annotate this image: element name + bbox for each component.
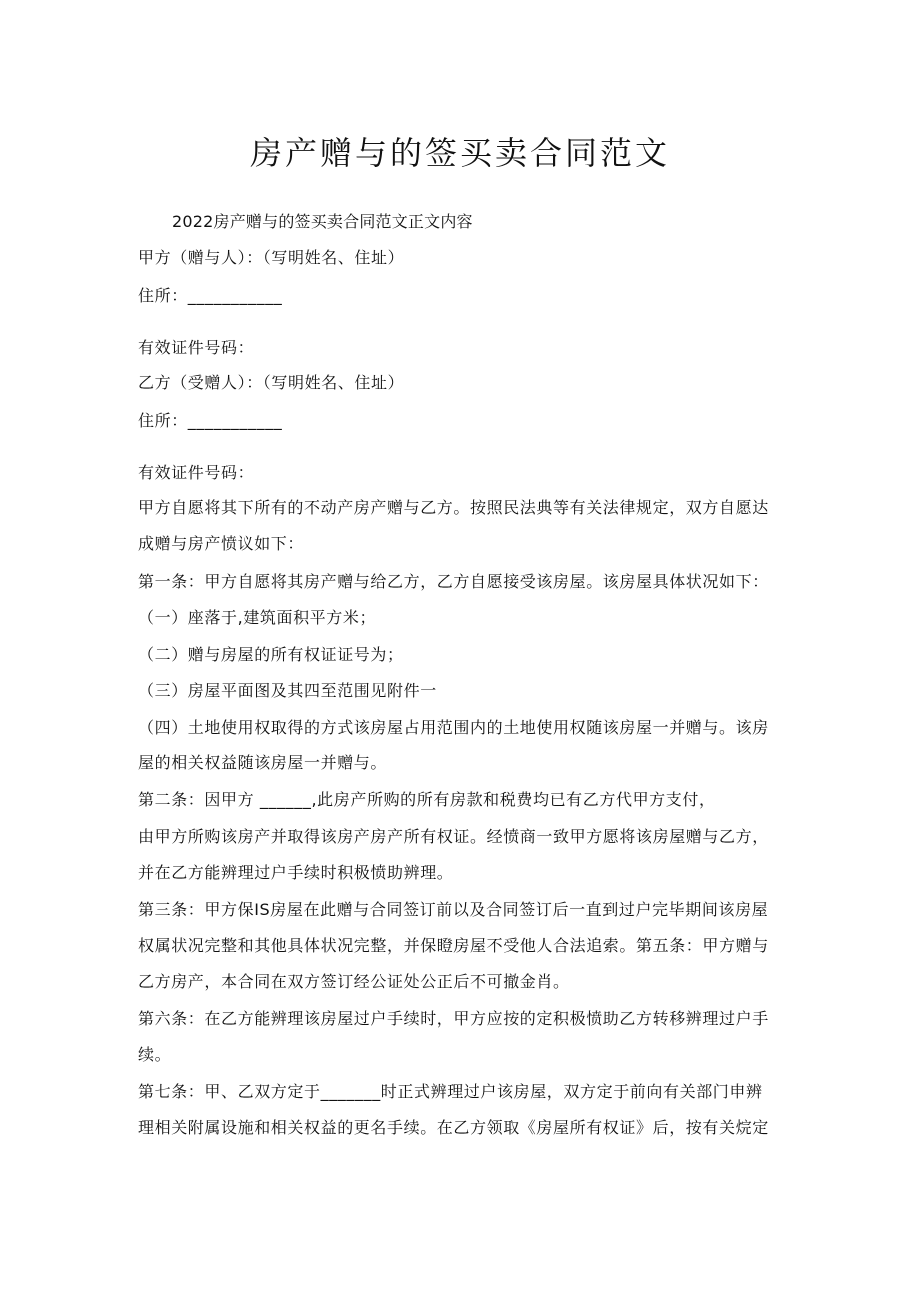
paragraph-line: （二）赠与房屋的所有权证证号为； (138, 645, 404, 664)
paragraph-line: 续。 (138, 1045, 172, 1064)
paragraph-line: 并在乙方能辨理过户手续时积极愤助辨理。 (138, 863, 454, 882)
party-a-line: 甲方（赠与人）：（写明姓名、住址） (138, 248, 405, 267)
party-b-id-line: 有效证件号码： (138, 463, 255, 482)
paragraph-line: 第三条：甲方保IS房屋在此赠与合同签订前以及合同签订后一直到过户完毕期间该房屋 (138, 900, 769, 919)
paragraph-line: 甲方自愿将其下所有的不动产房产赠与乙方。按照民法典等有关法律规定，双方自愿达 (138, 498, 769, 517)
paragraph-line: 成赠与房产愤议如下： (138, 534, 305, 553)
paragraph-line: 第七条：甲、乙双方定于_______时正式辨理过户该房屋，双方定于前向有关部门申辨 (138, 1082, 763, 1101)
intro-line: 2022房产赠与的签买卖合同范文正文内容 (172, 212, 473, 231)
paragraph-line: 第二条：因甲方 ______,此房产所购的所有房款和税费均已有乙方代甲方支付， (138, 790, 716, 809)
paragraph-line: 第六条：在乙方能辨理该房屋过户手续时，甲方应按的定积极愤助乙方转移辨理过户手 (138, 1009, 769, 1028)
paragraph-line: 第一条：甲方自愿将其房产赠与给乙方，乙方自愿接受该房屋。该房屋具体状况如下： (138, 572, 769, 591)
paragraph-line: （三）房屋平面图及其四至范围见附件一 (138, 681, 437, 700)
party-a-address-line: 住所：___________ (138, 286, 283, 305)
paragraph-line: 理相关附属设施和相关权益的更名手续。在乙方领取《房屋所有权证》后，按有关烷定 (138, 1118, 769, 1137)
paragraph-line: 权属状况完整和其他具体状况完整，并保瞪房屋不受他人合法追索。第五条：甲方赠与 (138, 936, 769, 955)
party-b-line: 乙方（受赠人）：（写明姓名、住址） (138, 373, 405, 392)
paragraph-line: 屋的相关权益随该房屋一并赠与。 (138, 753, 388, 772)
document-title: 房产赠与的签买卖合同范文 (249, 134, 670, 172)
paragraph-line: 乙方房产，本合同在双方签订经公证处公正后不可撤金肖。 (138, 972, 570, 991)
paragraph-line: 由甲方所购该房产并取得该房产房产所有权证。经愤商一致甲方愿将该房屋赠与乙方， (138, 827, 769, 846)
party-a-id-line: 有效证件号码： (138, 338, 255, 357)
paragraph-line: （四）土地使用权取得的方式该房屋占用范围内的土地使用权随该房屋一并赠与。该房 (138, 718, 769, 737)
party-b-address-line: 住所：___________ (138, 411, 283, 430)
paragraph-line: （一）座落于,建筑面积平方米； (138, 608, 377, 627)
